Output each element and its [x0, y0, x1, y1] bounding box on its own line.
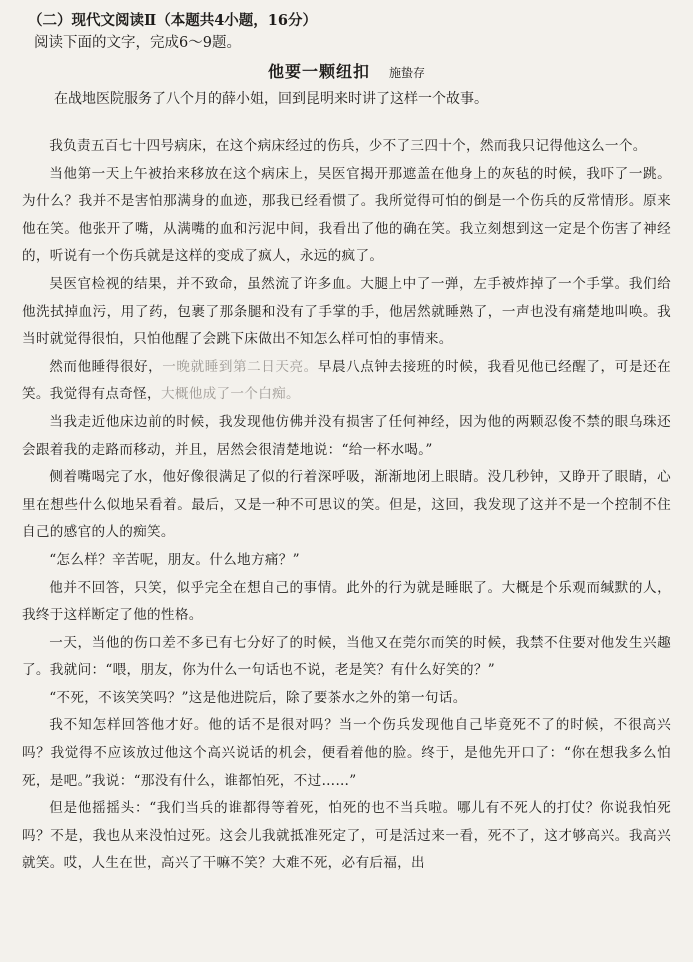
article-intro: 在战地医院服务了八个月的薛小姐，回到昆明来时讲了这样一个故事。 [54, 91, 488, 107]
section-header: （二）现代文阅读Ⅱ（本题共4小题，16分） [28, 12, 317, 29]
paragraph-text: “不死，不该笑笑吗？”这是他进院后，除了要茶水之外的第一句话。 [49, 689, 467, 706]
paragraph-text: 吴医官检视的结果，并不致命，虽然流了许多血。大腿上中了一弹，左手被炸掉了一个手掌。我们给他洗拭掉血污，用了药，包裹了那条腿和没有了手掌的手，他居然就睡熟了，一声也没有痛楚地叫唤。我当时就觉得很怕，只怕他醒了会跳下床做出不知怎么样可怕的事情来。 [22, 275, 671, 348]
paragraph-text: 当我走近他床边前的时候，我发现他仿佛并没有损害了任何神经，因为他的两颗忍俊不禁的眼乌珠还会跟着我的走路而移动，并且，居然会很清楚地说：“给一杯水喝。” [22, 413, 671, 458]
paragraph-text: 侧着嘴喝完了水，他好像很满足了似的行着深呼吸，渐渐地闭上眼睛。没几秒钟，又睁开了眼睛，心里在想些什么似地呆看着。最后，又是一种不可思议的笑。但是，这回，我发现了这并不是一个控制不住自己的感官的人的痴笑。 [22, 469, 671, 541]
paragraph [22, 161, 671, 271]
paragraph-text: 我负责五百七十四号病床，在这个病床经过的伤兵，少不了三四十个，然而我只记得他这么一个。 [49, 138, 647, 154]
article-author: 施蛰存 [389, 66, 426, 80]
paragraph-text: 但是他摇摇头：“我们当兵的谁都得等着死，怕死的也不当兵啦。哪儿有不死人的打仗？你说我怕死吗？不是，我也从来没怕过死。这会儿我就抵准死定了，可是活过来一看，死不了，这才够高兴。我高兴就笑。哎，人生在世，高兴了干嘛不笑？大难不死，必有后福，出 [22, 800, 671, 872]
paragraph [22, 795, 671, 878]
paragraph-text: 我不知怎样回答他才好。他的话不是很对吗？当一个伤兵发现他自己毕竟死不了的时候，不很高兴吗？我觉得不应该放过他这个高兴说话的机会，便看着他的脸。终于，是他先开口了：“你在想我多么怕死，是吧。”我说：“那没有什么，谁都怕死，不过……” [22, 717, 671, 789]
paragraph-text: 然而他睡得很好， [49, 358, 163, 375]
paragraph-text: 一天，当他的伤口差不多已有七分好了的时候，当他又在莞尔而笑的时候，我禁不住要对他发生兴趣了。我就问：“喂，朋友，你为什么一句话也不说，老是笑？有什么好笑的？” [22, 634, 671, 679]
faded-text: 一晚就睡到第二日天亮。 [162, 358, 318, 375]
article-body [22, 133, 671, 878]
faded-text: 大概他成了一个白痴。 [160, 386, 300, 403]
paragraph-text: 当他第一天上午被抬来移放在这个病床上，吴医官揭开那遮盖在他身上的灰毡的时候，我吓了一跳。为什么？我并不是害怕那满身的血迹，那我已经看惯了。我所觉得可怕的倒是一个伤兵的反常情形。原来他在笑。他张开了嘴，从满嘴的血和污泥中间，我看出了他的确在笑。我立刻想到这一定是个伤害了神经的，听说有一个伤兵就是这样的变成了疯人，永远的疯了。 [22, 165, 671, 265]
paragraph-text: 他并不回答，只笑，似乎完全在想自己的事情。此外的行为就是睡眠了。大概是个乐观而缄默的人，我终于这样断定了他的性格。 [22, 579, 671, 624]
paragraph-text: “怎么样？辛苦呢，朋友。什么地方痛？” [49, 551, 300, 568]
paragraph [22, 685, 671, 713]
paragraph [22, 409, 671, 464]
paragraph [22, 575, 671, 630]
paragraph [22, 712, 671, 795]
paragraph [22, 133, 671, 161]
paragraph [22, 547, 671, 575]
article-title-row [22, 60, 671, 85]
paragraph [22, 354, 671, 409]
paragraph [22, 464, 671, 547]
paragraph [22, 630, 671, 685]
paragraph-text: 早晨八点钟去接班的时候，我看见他已经醒了，可是还在笑。我觉得有点奇怪， [22, 358, 671, 403]
article-title: 他要一颗纽扣 [267, 62, 370, 81]
reading-instruction: 阅读下面的文字，完成6～9题。 [34, 35, 241, 51]
paragraph [22, 271, 671, 354]
